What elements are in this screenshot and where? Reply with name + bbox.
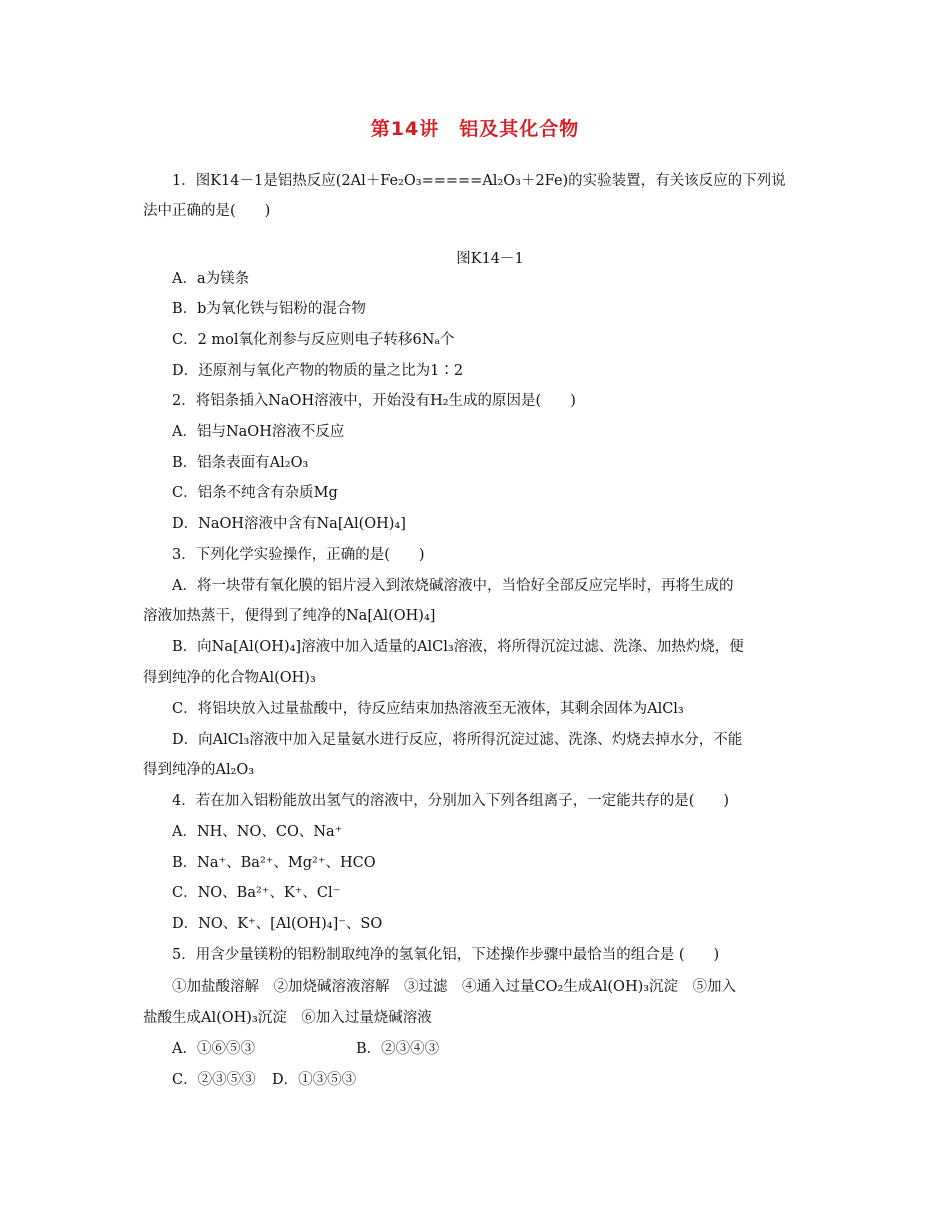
q2-option-a: A．铝与NaOH溶液不反应: [172, 424, 345, 440]
q1-figure-caption: 图K14－1: [456, 251, 524, 267]
q4-option-a: A．NH、NO、CO、Na⁺: [172, 824, 343, 840]
q4-option-c: C．NO、Ba²⁺、K⁺、Cl⁻: [172, 885, 341, 901]
q2-option-b: B．铝条表面有Al₂O₃: [172, 455, 309, 471]
q5-steps-line2: 盐酸生成Al(OH)₃沉淀 ⑥加入过量烧碱溶液: [143, 1010, 432, 1026]
q5-option-b: B．②③④③: [356, 1041, 440, 1057]
page-title: 第14讲 铝及其化合物: [370, 118, 580, 140]
q2-option-c: C．铝条不纯含有杂质Mg: [172, 485, 338, 501]
q3-option-d-line2: 得到纯净的Al₂O₃: [143, 762, 255, 778]
q5-option-d: D．①③⑤③: [272, 1072, 357, 1088]
q5-stem: 5．用含少量镁粉的铝粉制取纯净的氢氧化铝，下述操作步骤中最恰当的组合是 ( ): [172, 947, 720, 963]
q3-option-a-line1: A．将一块带有氧化膜的铝片浸入到浓烧碱溶液中，当恰好全部反应完毕时，再将生成的: [172, 578, 734, 594]
q1-option-b: B．b为氧化铁与铝粉的混合物: [172, 301, 366, 317]
q3-option-a-line2: 溶液加热蒸干，便得到了纯净的Na[Al(OH)₄]: [143, 608, 436, 624]
q3-option-b-line2: 得到纯净的化合物Al(OH)₃: [143, 670, 316, 686]
q4-option-b: B．Na⁺、Ba²⁺、Mg²⁺、HCO: [172, 855, 376, 871]
q4-stem: 4．若在加入铝粉能放出氢气的溶液中，分别加入下列各组离子，一定能共存的是( ): [172, 793, 730, 809]
q1-stem-line1: 1．图K14－1是铝热反应(2Al＋Fe₂O₃=====Al₂O₃＋2Fe)的实验装置，有关该反应的下列说: [172, 173, 786, 189]
q5-option-c: C．②③⑤③: [172, 1072, 256, 1088]
q4-option-d: D．NO、K⁺、[Al(OH)₄]⁻、SO: [172, 916, 383, 932]
q1-option-d: D．还原剂与氧化产物的物质的量之比为1∶2: [172, 363, 464, 379]
q2-option-d: D．NaOH溶液中含有Na[Al(OH)₄]: [172, 516, 406, 532]
q1-option-a: A．a为镁条: [172, 271, 250, 287]
q3-stem: 3．下列化学实验操作，正确的是( ): [172, 547, 425, 563]
q5-steps-line1: ①加盐酸溶解 ②加烧碱溶液溶解 ③过滤 ④通入过量CO₂生成Al(OH)₃沉淀 ⑤加入: [172, 979, 737, 995]
q3-option-d-line1: D．向AlCl₃溶液中加入足量氨水进行反应，将所得沉淀过滤、洗涤、灼烧去掉水分，不能: [172, 732, 743, 748]
q5-option-a: A．①⑥⑤③: [172, 1041, 255, 1057]
q3-option-c: C．将铝块放入过量盐酸中，待反应结束加热溶液至无液体，其剩余固体为AlCl₃: [172, 701, 684, 717]
q2-stem: 2．将铝条插入NaOH溶液中，开始没有H₂生成的原因是( ): [172, 393, 576, 409]
q1-stem-line2: 法中正确的是( ): [143, 203, 271, 219]
q3-option-b-line1: B．向Na[Al(OH)₄]溶液中加入适量的AlCl₃溶液，将所得沉淀过滤、洗涤、加热灼烧，便: [172, 639, 744, 655]
q1-option-c: C．2 mol氧化剂参与反应则电子转移6Nₐ个: [172, 332, 455, 348]
